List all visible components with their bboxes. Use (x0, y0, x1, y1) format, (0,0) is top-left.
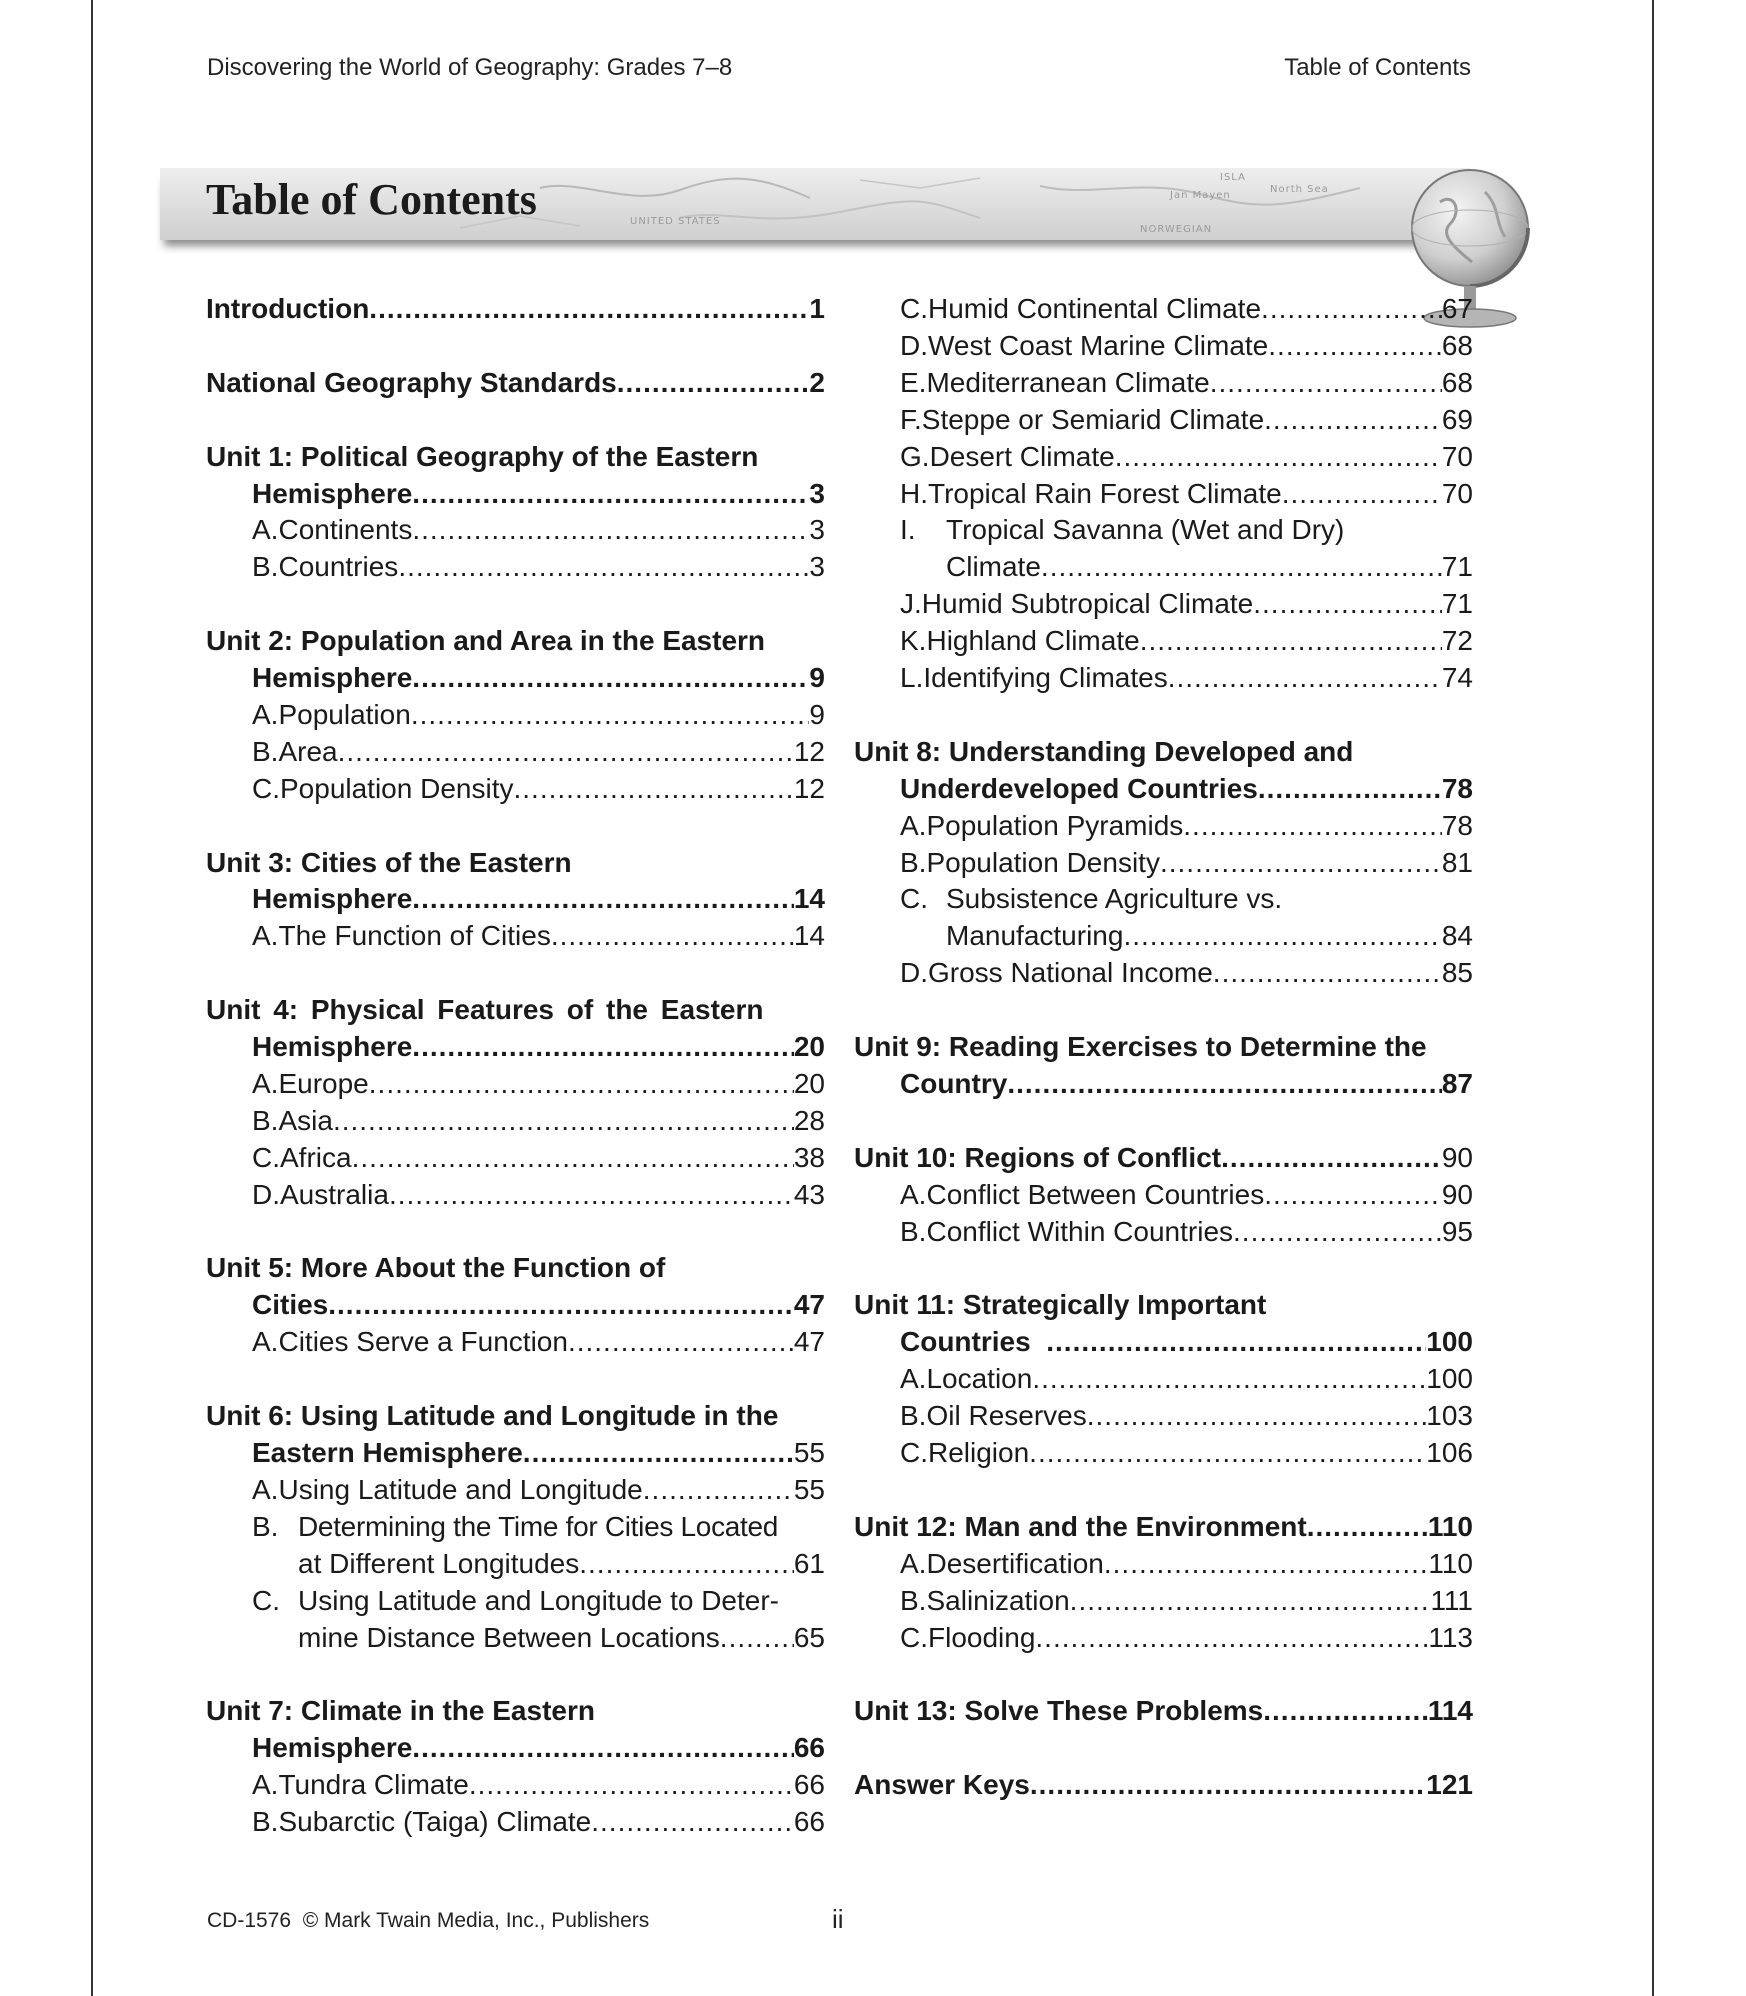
entry-letter: A. (252, 1769, 279, 1801)
entry-page-number: 12 (793, 735, 825, 767)
entry-page-number: 1 (809, 293, 825, 324)
entry-letter: B. (252, 735, 279, 767)
entry-title: Population Density (926, 846, 1160, 878)
toc-sub-entry[interactable] (854, 623, 1473, 660)
toc-unit-heading[interactable]: Unit 4: Physical Features of the Eastern (206, 994, 764, 1026)
toc-entry-standards[interactable] (206, 365, 825, 402)
entry-title: Area (278, 735, 338, 767)
entry-page-number: 111 (1430, 1584, 1473, 1616)
entry-letter: C. (900, 293, 928, 324)
entry-title: Identifying Climates (923, 662, 1168, 694)
toc-unit-entry[interactable] (206, 1029, 825, 1066)
entry-page-number: 110 (1427, 1510, 1473, 1542)
toc-unit-entry[interactable] (854, 1693, 1473, 1730)
dot-leader (1115, 439, 1442, 476)
dot-leader (513, 771, 793, 808)
entry-page-number: 110 (1428, 1547, 1473, 1579)
toc-unit-heading[interactable]: Unit 9: Reading Exercises to Determine the (854, 1031, 1427, 1063)
toc-sub-entry[interactable] (206, 1103, 825, 1140)
entry-page-number: 68 (1441, 366, 1473, 398)
dot-leader (1264, 402, 1442, 439)
entry-title: Asia (278, 1104, 333, 1136)
dot-leader (1046, 1324, 1426, 1361)
toc-sub-entry[interactable] (854, 328, 1473, 365)
toc-unit-entry[interactable] (854, 1509, 1473, 1546)
toc-entry-introduction[interactable] (206, 291, 825, 328)
dot-leader (352, 1140, 794, 1177)
toc-unit-heading[interactable]: Unit 8: Understanding Developed and (854, 735, 1354, 767)
dot-leader (1261, 291, 1442, 328)
entry-page-number: 3 (809, 551, 825, 583)
entry-page-number: 67 (1441, 293, 1473, 324)
entry-title: Steppe or Semiarid Climate (921, 403, 1265, 435)
entry-title: Introduction (206, 293, 370, 324)
toc-unit-heading[interactable]: Unit 6: Using Latitude and Longitude in the (206, 1400, 779, 1432)
entry-page-number: 71 (1441, 551, 1473, 583)
dot-leader (551, 918, 794, 955)
map-label: North Sea (1270, 184, 1329, 195)
entry-letter: A. (900, 809, 927, 841)
entry-page-number: 70 (1441, 440, 1473, 472)
entry-letter: D. (252, 1178, 280, 1210)
entry-title: Desert Climate (929, 440, 1115, 472)
entry-page-number: 100 (1426, 1326, 1473, 1358)
entry-letter: D. (900, 329, 928, 361)
dot-leader (412, 1730, 794, 1767)
page-title: Table of Contents (206, 175, 537, 224)
entry-letter: B. (252, 551, 279, 583)
toc-unit-heading[interactable]: Unit 2: Population and Area in the Eastern (206, 625, 766, 657)
toc-sub-entry[interactable] (854, 1583, 1473, 1620)
toc-sub-entry-continued[interactable] (206, 1620, 825, 1657)
entry-letter: C. (252, 772, 280, 804)
entry-letter: K. (900, 625, 927, 657)
toc-unit-heading[interactable]: Unit 1: Political Geography of the Eastern (206, 440, 759, 472)
entry-page-number: 47 (793, 1289, 825, 1321)
entry-title: The Function of Cities (278, 920, 551, 952)
entry-letter: B. (900, 1584, 927, 1616)
dot-leader (1307, 1509, 1428, 1546)
toc-unit-entry[interactable] (854, 1066, 1473, 1103)
entry-page-number: 55 (793, 1436, 825, 1468)
entry-letter: A. (252, 1326, 279, 1358)
dot-leader (720, 1620, 794, 1657)
dot-leader (369, 1066, 794, 1103)
entry-title: Tropical Rain Forest Climate (928, 477, 1282, 509)
entry-title: Countries (278, 551, 399, 583)
entry-title: Gross National Income (928, 957, 1213, 989)
toc-sub-entry[interactable] (206, 512, 825, 549)
toc-sub-entry[interactable] (854, 1177, 1473, 1214)
entry-title: Flooding (928, 1621, 1036, 1653)
dot-leader (1183, 808, 1442, 845)
entry-title: Country (900, 1068, 1008, 1099)
toc-sub-entry[interactable] (854, 808, 1473, 845)
toc-sub-entry[interactable] (854, 1435, 1473, 1472)
dot-leader (1263, 1693, 1428, 1730)
toc-sub-entry[interactable] (206, 1177, 825, 1214)
toc-sub-entry[interactable] (206, 1509, 825, 1546)
entry-page-number: 95 (1441, 1215, 1473, 1247)
entry-title: Population Density (280, 772, 514, 804)
entry-page-number: 113 (1428, 1621, 1473, 1653)
toc-unit-entry[interactable] (206, 881, 825, 918)
running-head-book-title: Discovering the World of Geography: Grades 7–8 (207, 54, 733, 81)
entry-letter: A. (900, 1547, 927, 1579)
entry-title: Countries (900, 1326, 1047, 1358)
toc-sub-entry[interactable] (854, 1361, 1473, 1398)
toc-sub-entry-continued[interactable] (854, 549, 1473, 586)
dot-leader (398, 549, 809, 586)
toc-sub-entry[interactable] (854, 365, 1473, 402)
entry-letter: E. (900, 366, 927, 398)
running-head-section: Table of Contents (1284, 54, 1471, 81)
entry-title: Highland Climate (926, 625, 1140, 657)
entry-title: Population Pyramids (926, 809, 1184, 841)
entry-title: Humid Subtropical Climate (921, 588, 1254, 620)
toc-left-column (206, 291, 825, 1841)
entry-letter: C. (900, 1437, 928, 1469)
entry-letter: A. (252, 1067, 279, 1099)
toc-sub-entry[interactable] (854, 1546, 1473, 1583)
entry-title: Unit 10: Regions of Conflict (854, 1141, 1222, 1173)
entry-letter: D. (900, 957, 928, 989)
entry-letter: B. (252, 1510, 279, 1542)
dot-leader (568, 1324, 794, 1361)
entry-title: Unit 13: Solve These Problems (854, 1695, 1264, 1727)
dot-leader (1029, 1435, 1426, 1472)
toc-unit-entry[interactable] (206, 1730, 825, 1767)
toc-sub-entry[interactable] (854, 1398, 1473, 1435)
entry-page-number: 66 (793, 1732, 825, 1764)
entry-page-number: 85 (1441, 957, 1473, 989)
dot-leader (338, 734, 794, 771)
entry-page-number: 20 (793, 1031, 825, 1063)
dot-leader (412, 660, 809, 697)
toc-sub-entry[interactable] (854, 586, 1473, 623)
map-label: ISLA (1220, 172, 1246, 183)
entry-letter: B. (252, 1104, 279, 1136)
entry-title: National Geography Standards (206, 366, 617, 398)
dot-leader (1070, 1583, 1431, 1620)
toc-sub-entry[interactable] (206, 1583, 825, 1620)
footer-page-number: ii (832, 1904, 844, 1934)
dot-leader (1253, 586, 1442, 623)
entry-title: Hemisphere (252, 1732, 413, 1764)
entry-letter: C. (900, 1621, 928, 1653)
dot-leader (579, 1546, 794, 1583)
dot-leader (1041, 549, 1442, 586)
entry-title: Conflict Between Countries (926, 1178, 1265, 1210)
dot-leader (469, 1767, 794, 1804)
entry-page-number: 55 (793, 1473, 825, 1505)
entry-title: Underdeveloped Countries (900, 772, 1258, 804)
dot-leader (1032, 1361, 1426, 1398)
entry-title: Conflict Within Countries (926, 1215, 1234, 1247)
toc-sub-entry[interactable] (854, 439, 1473, 476)
entry-page-number: 87 (1441, 1068, 1473, 1099)
dot-leader (1268, 328, 1442, 365)
entry-title: Subsistence Agriculture vs. (946, 883, 1283, 915)
entry-title: Location (926, 1363, 1033, 1395)
entry-letter: G. (900, 440, 930, 472)
toc-unit-entry[interactable] (854, 1140, 1473, 1177)
dot-leader (523, 1435, 794, 1472)
dot-leader (643, 1472, 794, 1509)
dot-leader (1264, 1177, 1442, 1214)
entry-letter: C. (252, 1141, 280, 1173)
entry-title: Salinization (926, 1584, 1070, 1616)
entry-page-number: 121 (1426, 1769, 1473, 1801)
map-label: NORWEGIAN (1140, 224, 1213, 235)
entry-page-number: 43 (793, 1178, 825, 1210)
entry-title: Climate (946, 551, 1041, 583)
page-border-left (91, 0, 93, 1996)
entry-letter: B. (900, 846, 927, 878)
footer-publisher: CD-1576 © Mark Twain Media, Inc., Publishers (207, 1909, 650, 1932)
entry-letter: B. (252, 1806, 279, 1838)
dot-leader (1087, 1398, 1427, 1435)
entry-letter: A. (252, 698, 279, 730)
dot-leader (1258, 771, 1442, 808)
toc-entry-answer-keys[interactable] (854, 1767, 1473, 1804)
entry-title: Using Latitude and Longitude to Deter- (298, 1584, 779, 1616)
entry-title: Cities (252, 1289, 329, 1321)
toc-sub-entry[interactable] (206, 918, 825, 955)
toc-sub-entry-continued[interactable] (206, 1546, 825, 1583)
entry-page-number: 81 (1441, 846, 1473, 878)
toc-sub-entry-continued[interactable] (854, 918, 1473, 955)
entry-page-number: 14 (793, 920, 825, 952)
entry-letter: C. (252, 1584, 280, 1616)
entry-letter: A. (900, 1178, 927, 1210)
entry-page-number: 71 (1441, 588, 1473, 620)
entry-page-number: 14 (793, 883, 825, 915)
dot-leader (412, 512, 809, 549)
entry-title: Religion (928, 1437, 1030, 1469)
entry-page-number: 66 (793, 1806, 825, 1838)
entry-title: Mediterranean Climate (926, 366, 1210, 398)
entry-page-number: 114 (1427, 1695, 1473, 1727)
entry-title: Unit 12: Man and the Environment (854, 1510, 1307, 1542)
entry-title: Continents (278, 514, 413, 546)
toc-sub-entry[interactable] (854, 845, 1473, 882)
entry-letter: A. (900, 1363, 927, 1395)
toc-right-column (854, 291, 1473, 1804)
entry-page-number: 9 (809, 698, 825, 730)
toc-sub-entry[interactable] (854, 1620, 1473, 1657)
entry-title: Cities Serve a Function (278, 1326, 568, 1358)
dot-leader (328, 1287, 794, 1324)
toc-unit-heading[interactable]: Unit 3: Cities of the Eastern (206, 846, 572, 878)
entry-page-number: 84 (1441, 920, 1473, 952)
toc-sub-entry[interactable] (854, 955, 1473, 992)
entry-letter: I. (900, 514, 916, 546)
toc-sub-entry[interactable] (854, 476, 1473, 513)
entry-title: Africa (280, 1141, 352, 1173)
entry-page-number: 90 (1441, 1178, 1473, 1210)
toc-sub-entry[interactable] (854, 402, 1473, 439)
entry-letter: H. (900, 477, 928, 509)
entry-title: Hemisphere (252, 1031, 413, 1063)
entry-title: Eastern Hemisphere (252, 1436, 523, 1468)
entry-title: Manufacturing (946, 920, 1124, 952)
dot-leader (1168, 660, 1442, 697)
entry-page-number: 69 (1441, 403, 1473, 435)
dot-leader (617, 365, 810, 402)
toc-unit-entry[interactable] (206, 660, 825, 697)
entry-letter: A. (252, 920, 279, 952)
toc-unit-heading[interactable]: Unit 11: Strategically Important (854, 1289, 1267, 1321)
dot-leader (1233, 1214, 1442, 1251)
entry-page-number: 3 (809, 514, 825, 546)
entry-page-number: 70 (1441, 477, 1473, 509)
dot-leader (369, 291, 809, 328)
dot-leader (1123, 918, 1441, 955)
entry-page-number: 3 (809, 477, 825, 509)
entry-title: West Coast Marine Climate (928, 329, 1269, 361)
entry-title: Subarctic (Taiga) Climate (278, 1806, 592, 1838)
toc-unit-entry[interactable] (854, 1324, 1473, 1361)
toc-sub-entry[interactable] (206, 1324, 825, 1361)
entry-title: Determining the Time for Cities Located (298, 1510, 779, 1542)
entry-letter: B. (900, 1400, 927, 1432)
entry-letter: B. (900, 1215, 927, 1247)
dot-leader (1007, 1066, 1442, 1103)
toc-sub-entry[interactable] (206, 1140, 825, 1177)
toc-unit-heading[interactable]: Unit 7: Climate in the Eastern (206, 1695, 595, 1727)
dot-leader (333, 1103, 794, 1140)
entry-title: mine Distance Between Locations (298, 1621, 720, 1653)
toc-sub-entry[interactable] (206, 1767, 825, 1804)
entry-title: Hemisphere (252, 477, 413, 509)
toc-sub-entry[interactable] (206, 549, 825, 586)
entry-title: Oil Reserves (926, 1400, 1087, 1432)
entry-page-number: 47 (793, 1326, 825, 1358)
dot-leader (1213, 955, 1442, 992)
toc-sub-entry[interactable] (206, 1066, 825, 1103)
entry-title: Tropical Savanna (Wet and Dry) (946, 514, 1345, 546)
entry-page-number: 38 (793, 1141, 825, 1173)
toc-unit-entry[interactable] (206, 1287, 825, 1324)
toc-sub-entry[interactable] (854, 291, 1473, 328)
entry-title: Desertification (926, 1547, 1104, 1579)
entry-page-number: 74 (1441, 662, 1473, 694)
dot-leader (1160, 845, 1442, 882)
toc-sub-entry[interactable] (854, 660, 1473, 697)
entry-title: Hemisphere (252, 662, 413, 694)
dot-leader (591, 1804, 794, 1841)
entry-title: Hemisphere (252, 883, 413, 915)
dot-leader (1210, 365, 1442, 402)
entry-page-number: 9 (809, 662, 825, 694)
toc-unit-heading[interactable]: Unit 5: More About the Function of (206, 1252, 666, 1284)
entry-page-number: 2 (809, 366, 825, 398)
dot-leader (411, 697, 810, 734)
dot-leader (1035, 1620, 1428, 1657)
toc-sub-entry[interactable] (854, 512, 1473, 549)
entry-letter: L. (900, 662, 924, 694)
page-border-right (1652, 0, 1654, 1996)
toc-unit-entry[interactable] (854, 771, 1473, 808)
entry-letter: A. (252, 1473, 279, 1505)
map-label: UNITED STATES (630, 216, 721, 227)
dot-leader (1282, 476, 1442, 513)
toc-sub-entry[interactable] (854, 881, 1473, 918)
title-banner (160, 162, 1545, 262)
entry-page-number: 106 (1426, 1437, 1473, 1469)
toc-unit-entry[interactable] (206, 1435, 825, 1472)
entry-page-number: 103 (1426, 1400, 1473, 1432)
toc-sub-entry[interactable] (206, 697, 825, 734)
map-label: Jan Mayen (1170, 190, 1231, 201)
toc-sub-entry[interactable] (206, 1472, 825, 1509)
toc-sub-entry[interactable] (206, 771, 825, 808)
toc-sub-entry[interactable] (206, 734, 825, 771)
entry-page-number: 20 (793, 1067, 825, 1099)
entry-page-number: 100 (1426, 1363, 1473, 1395)
entry-letter: A. (252, 514, 279, 546)
dot-leader (1030, 1767, 1426, 1804)
entry-title: Using Latitude and Longitude (278, 1473, 643, 1505)
entry-letter: J. (900, 588, 922, 620)
entry-title: Population (278, 698, 411, 730)
entry-title: Humid Continental Climate (928, 293, 1262, 324)
dot-leader (412, 476, 809, 513)
dot-leader (389, 1177, 794, 1214)
entry-page-number: 78 (1441, 809, 1473, 841)
entry-page-number: 12 (793, 772, 825, 804)
entry-title: at Different Longitudes (298, 1547, 580, 1579)
entry-title: Answer Keys (854, 1769, 1030, 1801)
entry-letter: F. (900, 403, 922, 435)
dot-leader (1221, 1140, 1442, 1177)
entry-page-number: 90 (1441, 1141, 1473, 1173)
entry-page-number: 72 (1441, 625, 1473, 657)
entry-title: Australia (280, 1178, 389, 1210)
entry-letter: C. (900, 883, 928, 915)
entry-page-number: 66 (793, 1769, 825, 1801)
dot-leader (412, 1029, 794, 1066)
toc-sub-entry[interactable] (206, 1804, 825, 1841)
dot-leader (412, 881, 794, 918)
entry-page-number: 78 (1441, 772, 1473, 804)
entry-page-number: 68 (1441, 329, 1473, 361)
dot-leader (1104, 1546, 1428, 1583)
entry-title: Tundra Climate (278, 1769, 469, 1801)
toc-sub-entry[interactable] (854, 1214, 1473, 1251)
entry-title: Europe (278, 1067, 369, 1099)
entry-page-number: 61 (793, 1547, 825, 1579)
entry-page-number: 28 (793, 1104, 825, 1136)
entry-page-number: 65 (793, 1621, 825, 1653)
toc-unit-entry[interactable] (206, 476, 825, 513)
dot-leader (1140, 623, 1442, 660)
